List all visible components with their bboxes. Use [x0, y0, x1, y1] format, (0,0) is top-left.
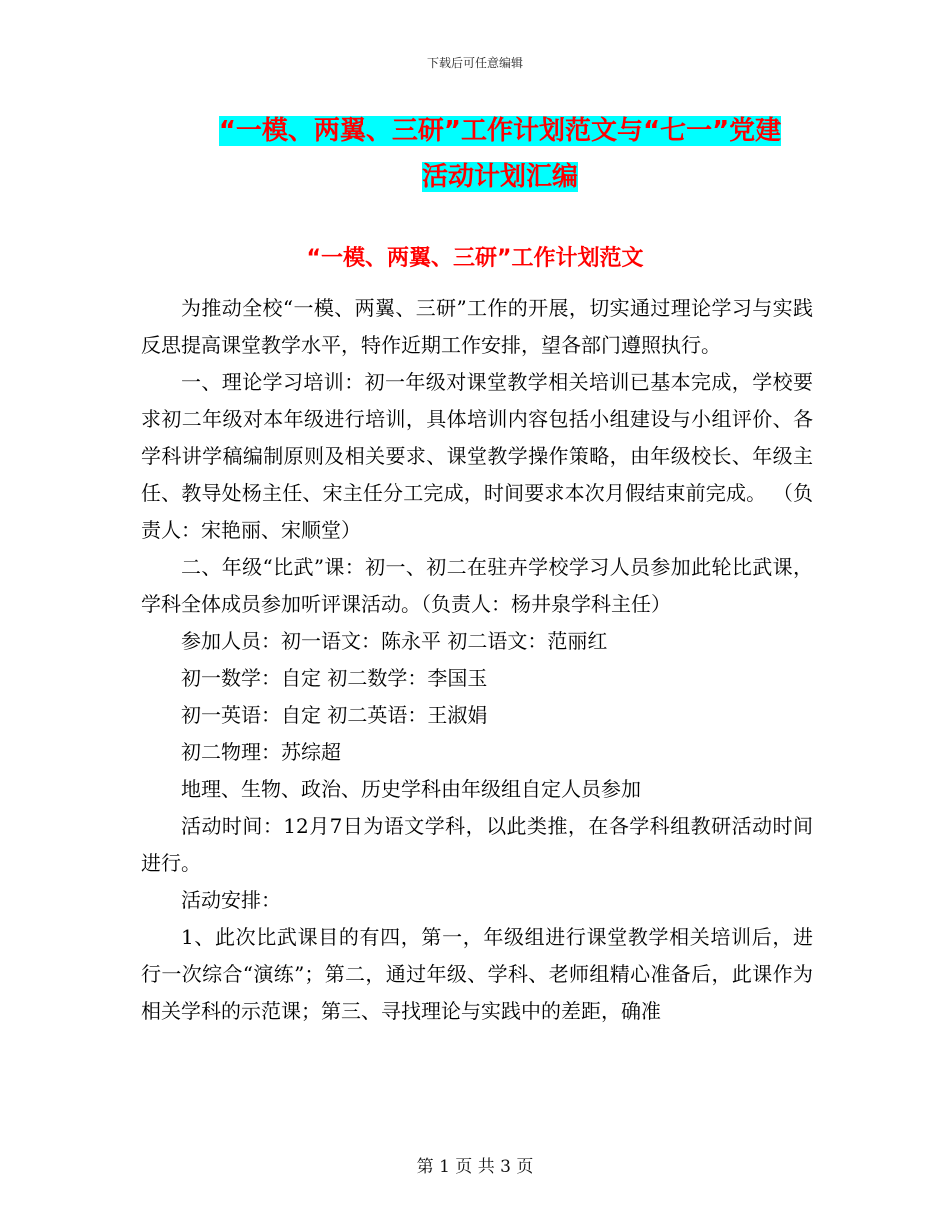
paragraph-arrangement-item-1: 1、此次比武课目的有四，第一，年级组进行课堂教学相关培训后，进行一次综合“演练”；第二，通过年级、学科、老师组精心准备后，此课作为相关学科的示范课；第三、寻找理论与实践中的差距，确准	[141, 925, 813, 1023]
page-footer: 第 1 页 共 3 页	[416, 1157, 534, 1177]
paragraph-participants-physics: 初二物理：苏综超	[181, 740, 341, 764]
document-body	[141, 290, 813, 1030]
paragraph-theory-training: 一、理论学习培训：初一年级对课堂教学相关培训已基本完成，学校要求初二年级对本年级进行培训，具体培训内容包括小组建设与小组评价、各学科讲学稿编制原则及相关要求、课堂教学操作策略，由年级校长、年级主任、教导处杨主任、宋主任分工完成，时间要求本次月假结束前完成。 （负责人：宋艳丽、宋顺堂）	[141, 370, 813, 542]
paragraph-participants-math: 初一数学：自定 初二数学：李国玉	[181, 666, 488, 690]
section-title: “一模、两翼、三研”工作计划范文	[306, 246, 644, 271]
paragraph-activity-time: 活动时间：12月7日为语文学科，以此类推，在各学科组教研活动时间进行。	[141, 814, 813, 875]
paragraph-competition-class: 二、年级“比武”课：初一、初二在驻卉学校学习人员参加此轮比武课，学科全体成员参加听评课活动。（负责人：杨井泉学科主任）	[141, 555, 813, 616]
paragraph-other-subjects: 地理、生物、政治、历史学科由年级组自定人员参加	[181, 777, 641, 801]
paragraph-intro: 为推动全校“一模、两翼、三研”工作的开展，切实通过理论学习与实践反思提高课堂教学水平，特作近期工作安排，望各部门遵照执行。	[141, 296, 813, 357]
title-line-1: “一模、两翼、三研”工作计划范文与“七一”党建	[218, 116, 782, 146]
paragraph-participants-english: 初一英语：自定 初二英语：王淑娟	[181, 703, 488, 727]
title-line-2: 活动计划汇编	[421, 162, 578, 192]
header-note: 下载后可任意编辑	[426, 56, 523, 70]
paragraph-participants-chinese: 参加人员：初一语文：陈永平 初二语文：范丽红	[181, 629, 608, 653]
document-title	[140, 108, 860, 200]
paragraph-activity-arrangement: 活动安排：	[181, 888, 281, 912]
